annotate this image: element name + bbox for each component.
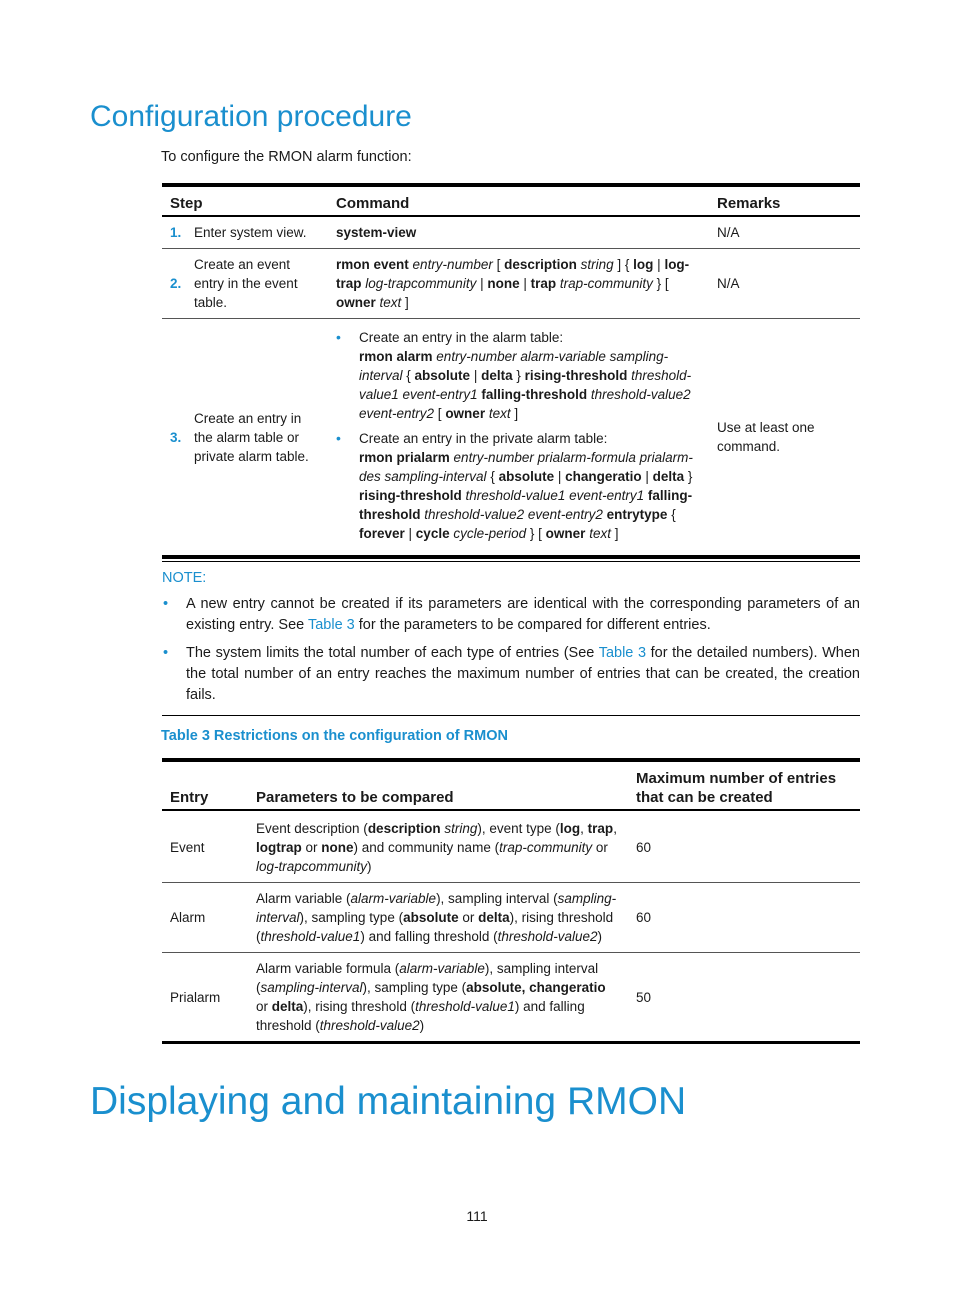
table-row [162,953,860,1043]
max-cell: 50 [628,953,860,1043]
header-remarks: Remarks [709,185,860,216]
step-command [328,319,709,558]
max-cell: 60 [628,883,860,953]
note-box [162,561,860,716]
chapter-title: Displaying and maintaining RMON [90,1080,687,1123]
params-cell: Alarm variable formula (alarm-variable), sampling interval (sampling-interval), sampling type (absolute, changeratio or delta), rising threshold (threshold-value1) and falling threshold (threshold-value2) [248,953,628,1043]
table3-link[interactable]: Table 3 [307,617,355,633]
section-title: Configuration procedure [90,100,412,133]
list-item: • The system limits the total number of each type of entries (See Table 3 for the detailed numbers). When the total number of an entry reaches the maximum number of entries that can be created, the creation fails. [162,643,860,706]
page-number: 111 [466,1208,488,1224]
table-row [162,883,860,953]
step-number: 3. [162,319,194,558]
step-remarks: Use at least one command. [709,319,860,558]
header-params: Parameters to be compared [248,760,628,810]
header-command: Command [328,185,709,216]
steps-table [162,183,860,559]
step-description: Enter system view. [194,225,307,240]
list-item: • A new entry cannot be created if its parameters are identical with the corresponding parameters of an existing entry. See Table 3 for the parameters to be compared for different entries. [162,594,860,636]
header-step: Step [162,185,328,216]
bullet-label: Create an entry in the alarm table: [359,330,564,345]
table-row [162,249,860,319]
params-cell: Event description (description string), event type (log, trap, logtrap or none) and community name (trap-community or log-trapcommunity) [256,821,617,874]
params-cell: Alarm variable (alarm-variable), sampling interval (sampling-interval), sampling type (absolute or delta), rising threshold (threshold-value1) and falling threshold (threshold-value2) [248,883,628,953]
max-cell: 60 [636,840,652,855]
entry-cell: Event [170,840,205,855]
header-max: Maximum number of entries that can be created [628,760,860,810]
step-command: rmon event entry-number [ description string ] { log | log-trap log-trapcommunity | none | trap trap-community } [ owner text ] [328,249,709,319]
step-description: Create an entry in the alarm table or private alarm table. [194,319,328,558]
entry-cell: Alarm [162,883,248,953]
bullet-label: Create an entry in the private alarm table: [359,431,608,446]
table-caption: Table 3 Restrictions on the configuration of RMON [161,728,508,744]
step-command: system-view [336,225,417,240]
note-title: NOTE: [162,570,207,586]
step-remarks: N/A [709,249,860,319]
header-entry: Entry [162,760,248,810]
intro-text: To configure the RMON alarm function: [161,149,412,165]
table3-link[interactable]: Table 3 [598,645,647,661]
list-item: • Create an entry in the alarm table: rmon alarm entry-number alarm-variable sampling-interval { absolute | delta } rising-threshold threshold-value1 event-entry1 falling-threshold threshold-value2 event-entry2 [ owner text ] [336,328,701,423]
list-item: • Create an entry in the private alarm table: rmon prialarm entry-number prialarm-formula prialarm-des sampling-interval { absolute | changeratio | delta } rising-threshold threshold-value1 event-entry1 falling-threshold threshold-value2 event-entry2 entrytype { forever | cycle cycle-period } [ owner text ] [336,429,701,543]
table-row [162,216,860,249]
table-row [162,319,860,558]
step-remarks: N/A [717,225,740,240]
step-description: Create an event entry in the event table. [194,249,328,319]
restrictions-table [162,758,860,1044]
step-number: 1. [170,225,182,240]
step-number: 2. [162,249,194,319]
table-row [162,810,860,883]
entry-cell: Prialarm [162,953,248,1043]
